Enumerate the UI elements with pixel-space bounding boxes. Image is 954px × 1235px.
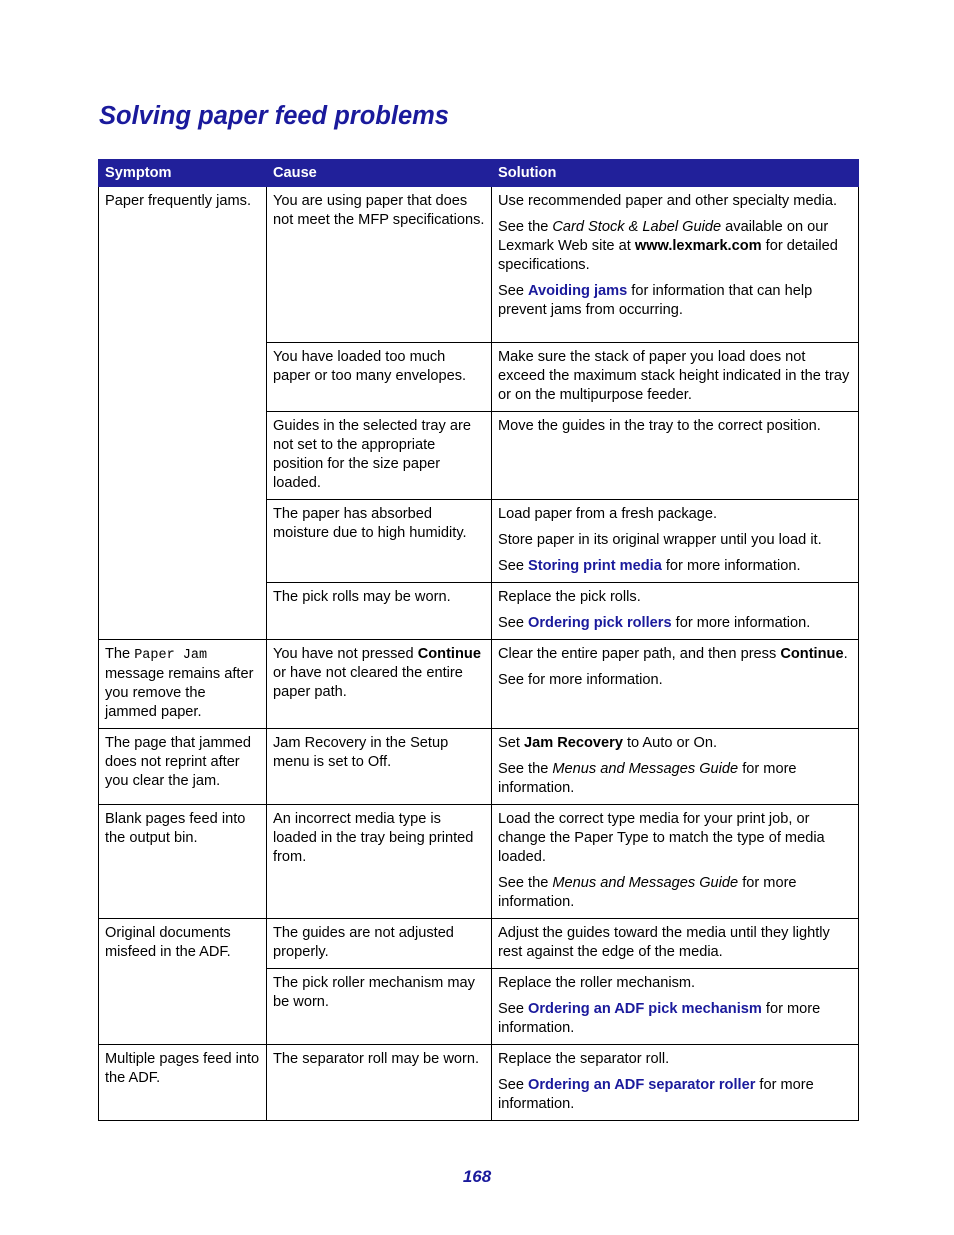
cause-text: You are using paper that does not meet the MFP specifications. <box>273 193 485 228</box>
cause-cell <box>267 969 492 1045</box>
solution-text: Use recommended paper and other specialty media. <box>498 193 838 209</box>
symptom-cell <box>99 805 267 919</box>
solution-text: Adjust the guides toward the media until they lightly rest against the edge of the media. <box>498 925 830 960</box>
cause-text <box>273 645 485 702</box>
text-run: message remains after you remove the jammed paper. <box>105 666 254 720</box>
text-run: for more information. <box>671 615 811 631</box>
continue-label: Continue <box>780 646 844 662</box>
header-cause: Cause <box>267 160 492 187</box>
cause-cell <box>267 583 492 640</box>
website-url: www.lexmark.com <box>634 238 762 254</box>
symptom-cell <box>99 187 267 640</box>
solution-text <box>498 614 852 633</box>
text-run: See the <box>498 219 553 235</box>
text-run: The <box>105 646 135 662</box>
text-run: See <box>498 558 529 574</box>
text-run: available on our Lexmark Web site at <box>498 219 829 254</box>
symptom-text: Original documents misfeed in the ADF. <box>105 925 231 960</box>
text-run: Clear the entire paper path, and then press <box>498 646 781 662</box>
symptom-cell <box>99 919 267 1045</box>
text-run: See the <box>498 875 553 891</box>
cause-cell <box>267 187 492 343</box>
solution-text: Replace the separator roll. <box>498 1051 670 1067</box>
guide-title: Card Stock & Label Guide <box>552 219 722 235</box>
continue-label: Continue <box>417 646 481 662</box>
solution-cell <box>492 187 859 343</box>
text-run: See <box>498 1077 529 1093</box>
cause-text: The paper has absorbed moisture due to high humidity. <box>273 506 467 541</box>
cause-cell <box>267 1045 492 1121</box>
cause-cell <box>267 500 492 583</box>
cause-cell <box>267 412 492 500</box>
cause-cell <box>267 640 492 729</box>
cause-text: The pick rolls may be worn. <box>273 589 451 605</box>
header-solution: Solution <box>492 160 859 187</box>
text-run: for information that can help prevent jams from occurring. <box>498 283 813 318</box>
troubleshooting-table <box>98 159 859 1121</box>
cause-text: Guides in the selected tray are not set to the appropriate position for the size paper loaded. <box>273 418 471 491</box>
symptom-text: Paper frequently jams. <box>105 193 252 209</box>
solution-cell <box>492 969 859 1045</box>
jam-recovery-label: Jam Recovery <box>523 735 623 751</box>
guide-title: Menus and Messages Guide <box>552 875 739 891</box>
text-run: for more information. <box>498 761 797 796</box>
link-ordering-adf-pick-mechanism[interactable]: Ordering an ADF pick mechanism <box>528 1001 762 1017</box>
text-run: You have not pressed <box>273 646 418 662</box>
text-run: See <box>498 283 529 299</box>
solution-text: Move the guides in the tray to the correct position. <box>498 418 821 434</box>
symptom-cell <box>99 1045 267 1121</box>
solution-cell <box>492 729 859 805</box>
text-run: . <box>843 646 848 662</box>
solution-text: Load paper from a fresh package. <box>498 506 718 522</box>
text-run: Set <box>498 735 524 751</box>
cause-text: An incorrect media type is loaded in the tray being printed from. <box>273 811 474 865</box>
cause-text: The pick roller mechanism may be worn. <box>273 975 475 1010</box>
solution-text: Replace the roller mechanism. <box>498 975 696 991</box>
text-run: for more information. <box>661 558 801 574</box>
symptom-text <box>105 645 260 722</box>
symptom-cell <box>99 729 267 805</box>
cause-text: The separator roll may be worn. <box>273 1051 480 1067</box>
solution-cell <box>492 412 859 500</box>
solution-cell <box>492 583 859 640</box>
cause-text: Jam Recovery in the Setup menu is set to Off. <box>273 735 449 770</box>
guide-title: Menus and Messages Guide <box>552 761 739 777</box>
cause-cell <box>267 343 492 412</box>
table-row <box>99 640 859 729</box>
text-run: for more information. <box>498 875 797 910</box>
table-row <box>99 729 859 805</box>
solution-cell <box>492 343 859 412</box>
solution-text: See for more information. <box>498 672 663 688</box>
table-row <box>99 919 859 969</box>
text-run: See <box>498 1001 529 1017</box>
solution-text <box>498 218 852 275</box>
cause-cell <box>267 919 492 969</box>
cause-text: You have loaded too much paper or too many envelopes. <box>273 349 467 384</box>
solution-text: Replace the pick rolls. <box>498 589 641 605</box>
table-row <box>99 1045 859 1121</box>
text-run: See <box>498 615 529 631</box>
text-run: for detailed specifications. <box>498 238 838 273</box>
solution-text <box>498 874 852 912</box>
solution-text <box>498 282 852 320</box>
solution-text <box>498 760 852 798</box>
symptom-text: Blank pages feed into the output bin. <box>105 811 246 846</box>
message-code: Paper Jam <box>134 648 208 663</box>
solution-text <box>498 1000 852 1038</box>
solution-text <box>498 645 852 664</box>
symptom-cell <box>99 640 267 729</box>
symptom-text: The page that jammed does not reprint after you clear the jam. <box>105 735 252 789</box>
page-number: 168 <box>462 1167 492 1186</box>
page-title: Solving paper feed problems <box>99 102 449 130</box>
link-storing-print-media[interactable]: Storing print media <box>528 558 662 574</box>
link-ordering-adf-separator-roller[interactable]: Ordering an ADF separator roller <box>528 1077 756 1093</box>
solution-cell <box>492 640 859 729</box>
text-run: See the <box>498 761 553 777</box>
solution-text: Load the correct type media for your print job, or change the Paper Type to match the type of media loaded. <box>498 811 825 865</box>
header-symptom: Symptom <box>99 160 267 187</box>
table-header-row <box>99 160 859 187</box>
solution-cell <box>492 1045 859 1121</box>
table-row <box>99 805 859 919</box>
text-run: for more information. <box>498 1077 814 1112</box>
solution-cell <box>492 919 859 969</box>
solution-text <box>498 734 852 753</box>
symptom-text: Multiple pages feed into the ADF. <box>105 1051 260 1086</box>
table-row <box>99 187 859 343</box>
solution-text <box>498 557 852 576</box>
link-avoiding-jams[interactable]: Avoiding jams <box>528 283 628 299</box>
cause-text: The guides are not adjusted properly. <box>273 925 454 960</box>
solution-text: Store paper in its original wrapper until you load it. <box>498 532 822 548</box>
solution-text <box>498 1076 852 1114</box>
solution-cell <box>492 500 859 583</box>
link-ordering-pick-rollers[interactable]: Ordering pick rollers <box>528 615 672 631</box>
text-run: to Auto or On. <box>622 735 718 751</box>
text-run: for more information. <box>498 1001 821 1036</box>
solution-text: Make sure the stack of paper you load does not exceed the maximum stack height indicated in the tray or on the multipurpose feeder. <box>498 349 850 403</box>
cause-cell <box>267 805 492 919</box>
cause-cell <box>267 729 492 805</box>
text-run: or have not cleared the entire paper path. <box>273 665 463 700</box>
solution-cell <box>492 805 859 919</box>
